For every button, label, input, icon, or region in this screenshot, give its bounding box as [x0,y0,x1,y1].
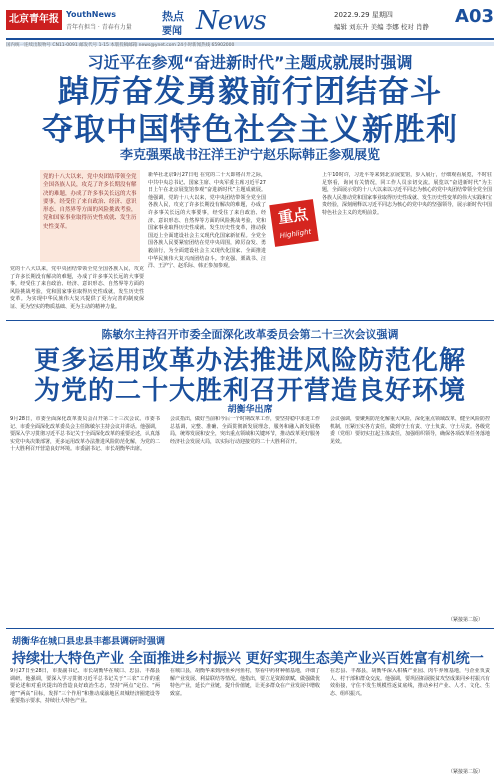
header-rule [6,38,494,40]
page-number: A03 [455,6,494,27]
story2-column-3: 会议强调，要聚焦防范化解重大风险，深化重点领域改革，健全风险防控机制，压紧压实各方责任，做到守土有责、守土负责、守土尽责。各级党委（党组）要切实扛起主体责任，加强组织领导，确保各项改革任务落地见效。 [330,416,490,445]
story3-column-2: 在城口县，胡衡华来到河鱼乡河鱼村，察看中药材种植基地，详细了解产业发展、利益联结等情况。他指出，要立足资源禀赋，做强做优特色产业，延长产业链，提升价值链，让更多群众在产业发展中增收致富。 [170,668,320,697]
issue-date: 2022.9.29 星期四 [334,11,393,19]
story2-column-1: 9月28日，市委全面深化改革委员会召开第二十三次会议。市委书记、市委全面深化改革委员会主任陈敏尔主持会议并讲话。他强调，要深入学习贯彻习近平总书记关于全面深化改革的重要论述，认真落实党中央决策部署，更多运用改革办法推进风险防范化解，为党的二十大胜利召开营造良好环境。市委副书记、市长胡衡华出席。 [10,416,160,453]
highlight-stamp [269,199,318,247]
highlight-stamp-cn: 重点 [276,205,310,228]
highlight-stamp-en: Highlight [279,227,312,241]
story1-kicker: 习近平在参观“奋进新时代”主题成就展时强调 [87,53,413,72]
story2-byline: 胡衡华出席 [227,405,273,415]
story3-column-3: 在忠县、丰都县，胡衡华深入柑橘产业园、肉牛养殖基地，与企业负责人、村干部和群众交流。他强调，要巩固拓展脱贫攻坚成果同乡村振兴有效衔接，守住不发生规模性返贫底线，推动乡村产业、人才、文化、生态、组织振兴。 [330,668,490,697]
story1-headline-line2[interactable]: 夺取中国特色社会主义新胜利 [42,112,458,148]
editor-credits: 编辑 刘东升 美编 李娜 校对 肖静 [334,23,429,31]
section-divider-2 [6,628,494,629]
story2-jump[interactable]: （紧接第二版） [448,617,484,623]
story2-headline-line2[interactable]: 为党的二十大胜利召开营造良好环境 [33,376,466,406]
story1-column-1-bottom: 党的十八大以来，党中央团结带领全党全国各族人民，攻克了许多长期没有解决的难题，办成了许多事关长远的大事要事，经受住了来自政治、经济、意识形态、自然界等方面的风险挑战考验，党和国家事业取得历史性成就，发生历史性变革。为实现中华民族伟大复兴提供了更为完善的制度保证、更为坚实的物质基础、更为主动的精神力量。 [10,266,144,310]
story3-kicker: 胡衡华在城口县忠县丰都县调研时强调 [12,637,166,647]
masthead [6,4,494,36]
story1-column-2: 新华社北京9月27日电 在党的二十大即将召开之际，中共中央总书记、国家主席、中央军委主席习近平27日上午在北京展览馆参观“奋进新时代”主题成就展。他强调，党的十八大以来，党中央团结带领全党全国各族人民，攻克了许多长期没有解决的难题，办成了许多事关长远的大事要事，经受住了来自政治、经济、意识形态、自然界等方面的风险挑战考验，党和国家事业取得历史性成就、发生历史性变革，推动我国迈上全面建设社会主义现代化国家新征程。全党全国各族人民要紧密团结在党中央周围，踔厉奋发、勇毅前行，为全面建设社会主义现代化国家、全面推进中华民族伟大复兴而团结奋斗。李克强、栗战书、汪洋、王沪宁、赵乐际、韩正参加参观。 [148,172,266,270]
section-divider-1 [6,320,494,321]
story1-margin-text [10,172,36,264]
story2-headline-line1[interactable]: 更多运用改革办法推进风险防范化解 [33,346,466,376]
story1-column-3: 上午10时许，习近平等来到北京展览馆，步入展厅，仔细观看展览，不时驻足察看，询问有关情况，同工作人员亲切交流。展览以“奋进新时代”为主题，全面展示党的十八大以来以习近平同志为核心的党中央团结带领全党全国各族人民推动党和国家事业取得历史性成就、发生历史性变革的伟大实践和宝贵经验，深刻阐释以习近平同志为核心的党中央的坚强领导，展示新时代中国特色社会主义的光明前景。 [322,172,492,216]
newspaper-logo[interactable]: 北京青年报 [6,10,62,30]
section-label: 热点 [162,10,184,23]
story3-column-1: 9月27日至28日，市委副书记、市长胡衡华在城口、忠县、丰都县调研。他强调，要深入学习贯彻习近平总书记关于“三农”工作的重要论述和对重庆提出的营造良好政治生态，坚持“两点”定位、“两地”“两高”目标，发挥“三个作用”和推动成渝地区双城经济圈建设等重要指示要求，持续壮大特色产业。 [10,668,160,705]
story1-lead-box: 党的十八大以来，党中央团结带领全党全国各族人民，攻克了许多长期没有解决的难题，办成了许多事关长远的大事要事，经受住了来自政治、经济、意识形态、自然界等方面的风险挑战考验，党和国家事业取得历史性成就、发生历史性变革。 [40,170,140,262]
story1-subheadline: 李克强栗战书汪洋王沪宁赵乐际韩正参观展览 [119,148,380,163]
publication-codes: 国内统一连续出版物号 CN11-0091 邮发代号 1-15 本版投稿邮箱 news@ynet.com 24小时新闻热线 65902000 [6,43,235,48]
story2-kicker: 陈敏尔主持召开市委全面深化改革委员会第二十三次会议强调 [101,328,399,341]
section-label-en: News [196,6,266,36]
newspaper-tagline: 青年有担当 · 青春有力量 [66,24,132,31]
story1-headline-line1[interactable]: 踔厉奋发勇毅前行团结奋斗 [58,74,442,110]
story3-headline[interactable]: 持续壮大特色产业 全面推进乡村振兴 更好实现生态美产业兴百姓富有机统一 [12,651,484,667]
story2-column-2: 会议指出，做好当前和今后一个时期改革工作，要坚持稳中求进工作总基调，完整、准确、全面贯彻新发展理念，服务和融入新发展格局，统筹发展和安全，突出重点领域和关键环节，推动改革更好服务经济社会发展大局，以实际行动迎接党的二十大胜利召开。 [170,416,320,445]
section-label-2: 要闻 [162,26,182,37]
story3-jump[interactable]: （紧接第二版） [448,769,484,775]
newspaper-logo-en: YouthNews [66,10,117,19]
